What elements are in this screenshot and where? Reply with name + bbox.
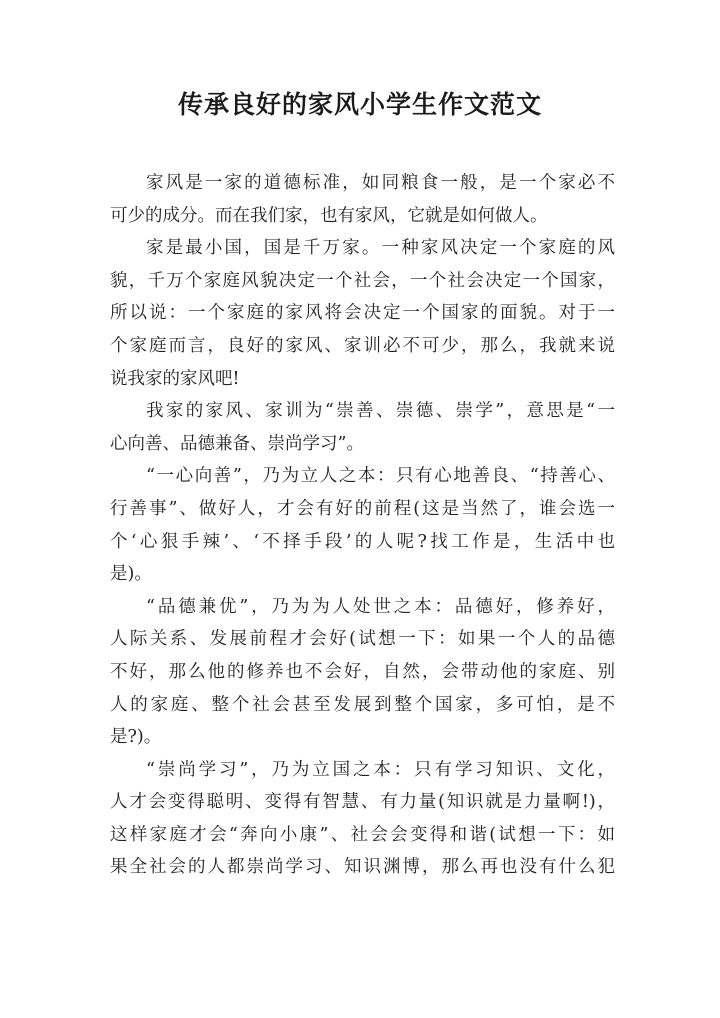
text-line: 这样家庭才会“奔向小康”、社会会变得和谐(试想一下：如 xyxy=(110,824,615,845)
text-line: 人际关系、发展前程才会好(试想一下：如果一个人的品德 xyxy=(110,629,615,650)
text-line: 可少的成分。而在我们家，也有家风，它就是如何做人。 xyxy=(110,205,548,226)
text-line: 是?)。 xyxy=(110,727,162,748)
text-line: 不好，那么他的修养也不会好，自然，会带动他的家庭、别 xyxy=(110,661,615,682)
text-line: 家是最小国，国是千万家。一种家风决定一个家庭的风 xyxy=(146,238,615,259)
text-line: “崇尚学习”，乃为立国之本：只有学习知识、文化， xyxy=(146,759,615,780)
text-line: “一心向善”，乃为立人之本：只有心地善良、“持善心、 xyxy=(146,466,615,487)
text-line: 说我家的家风吧! xyxy=(110,368,240,389)
text-line: “品德兼优”，乃为为人处世之本：品德好，修养好， xyxy=(146,596,615,617)
text-line: 我家的家风、家训为“崇善、崇德、崇学”，意思是“一 xyxy=(146,401,615,422)
text-line: 心向善、品德兼备、崇尚学习”。 xyxy=(110,433,364,454)
text-line: 是)。 xyxy=(110,564,152,585)
text-line: 所以说：一个家庭的家风将会决定一个国家的面貌。对于一 xyxy=(110,303,615,324)
text-line: 家风是一家的道德标准，如同粮食一般，是一个家必不 xyxy=(146,173,615,193)
text-line: 个‘心狠手辣’、‘不择手段’的人呢?找工作是，生活中也 xyxy=(110,531,615,552)
text-line: 人的家庭、整个社会甚至发展到整个国家，多可怕，是不 xyxy=(110,694,615,715)
document-body xyxy=(110,167,615,884)
text-line: 人才会变得聪明、变得有智慧、有力量(知识就是力量啊!)， xyxy=(110,792,615,813)
document-title: 传承良好的家风小学生作文范文 xyxy=(177,90,542,119)
text-line: 个家庭而言，良好的家风、家训必不可少，那么，我就来说 xyxy=(110,335,615,356)
text-line: 貌，千万个家庭风貌决定一个社会，一个社会决定一个国家， xyxy=(110,270,615,291)
text-line: 行善事”、做好人，才会有好的前程(这是当然了，谁会选一 xyxy=(110,498,615,519)
text-line: 果全社会的人都崇尚学习、知识渊博，那么再也没有什么犯 xyxy=(110,857,615,878)
